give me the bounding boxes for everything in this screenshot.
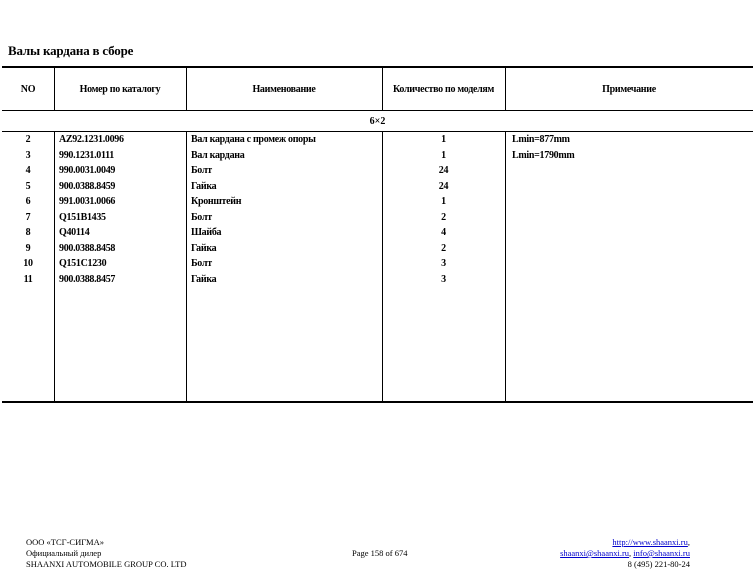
footer-website-line	[560, 537, 690, 548]
header-no: NO	[20, 83, 36, 95]
page-title: Валы кардана в сборе	[8, 43, 134, 58]
cell-qty: 1	[441, 149, 446, 161]
table-row	[2, 272, 753, 288]
cell-catalog: Q40114	[59, 227, 90, 238]
table-row	[2, 194, 753, 210]
cell-name: Болт	[191, 165, 212, 176]
cell-name: Болт	[191, 211, 212, 223]
cell-qty: 3	[441, 273, 446, 285]
cell-qty: 24	[438, 180, 449, 192]
email-link-info[interactable]: info@shaanxi.ru	[633, 548, 690, 558]
cell-no: 8	[25, 227, 31, 238]
cell-name: Кронштейн	[191, 196, 242, 207]
header-catalog: Номер по каталогу	[79, 83, 161, 95]
cell-catalog: 991.0031.0066	[59, 196, 116, 207]
cell-name: Гайка	[191, 273, 217, 285]
cell-no: 7	[25, 211, 31, 223]
table-row	[2, 210, 753, 226]
footer-company-name: ООО «ТСГ-СИГМА»	[26, 537, 104, 547]
cell-name: Болт	[191, 258, 212, 269]
cell-catalog: 900.0388.8459	[59, 180, 116, 192]
table-row	[2, 163, 753, 179]
footer-email-line	[560, 548, 690, 559]
cell-name: Гайка	[191, 242, 217, 254]
cell-catalog: 990.1231.0111	[59, 149, 114, 161]
cell-qty: 3	[441, 258, 446, 269]
table-row	[2, 148, 753, 164]
separator: ,	[629, 548, 634, 558]
cell-no: 9	[25, 242, 31, 254]
cell-note: Lmin=1790mm	[512, 149, 575, 161]
page-number: Page 158 of 674	[352, 548, 408, 558]
cell-catalog: 900.0388.8458	[59, 242, 116, 254]
table-row	[2, 225, 753, 241]
footer-contacts	[560, 537, 690, 570]
cell-no: 4	[25, 165, 31, 176]
col-divider	[382, 68, 383, 110]
cell-catalog: AZ92.1231.0096	[59, 134, 124, 145]
website-link[interactable]: http://www.shaanxi.ru	[612, 537, 688, 547]
footer-phone: 8 (495) 221-80-24	[627, 559, 690, 569]
email-link-shaanxi[interactable]: shaanxi@shaanxi.ru	[560, 548, 630, 558]
parts-table	[2, 66, 753, 403]
cell-name: Вал кардана с промеж опоры	[191, 134, 316, 145]
cell-note: Lmin=877mm	[512, 134, 570, 145]
cell-catalog: 990.0031.0049	[59, 165, 116, 176]
cell-no: 10	[23, 258, 33, 269]
table-row	[2, 132, 753, 148]
cell-qty: 1	[441, 196, 446, 207]
header-note: Примечание	[602, 83, 656, 95]
cell-no: 11	[23, 273, 33, 285]
cell-qty: 2	[441, 211, 446, 223]
cell-qty: 4	[441, 227, 446, 238]
cell-no: 6	[25, 196, 31, 207]
col-divider	[186, 68, 187, 110]
cell-no: 3	[25, 149, 31, 161]
table-row	[2, 256, 753, 272]
table-row	[2, 241, 753, 257]
cell-catalog: Q151B1435	[59, 211, 106, 223]
cell-qty: 2	[441, 242, 446, 254]
cell-name: Вал кардана	[191, 149, 245, 161]
footer-dealer-label: Официальный дилер	[26, 548, 102, 558]
cell-no: 5	[25, 180, 31, 192]
col-divider	[505, 68, 506, 110]
cell-no: 2	[25, 134, 31, 145]
group-label: 6×2	[369, 115, 386, 127]
cell-catalog: Q151C1230	[59, 258, 107, 269]
cell-name: Шайба	[191, 227, 222, 238]
footer-company	[26, 537, 187, 570]
header-qty: Количество по моделям	[392, 83, 495, 95]
separator: ,	[687, 537, 690, 547]
header-name: Наименование	[252, 83, 316, 95]
cell-catalog: 900.0388.8457	[59, 273, 116, 285]
cell-qty: 1	[441, 134, 446, 145]
footer-group-name: SHAANXI AUTOMOBILE GROUP CO. LTD	[26, 559, 187, 569]
cell-name: Гайка	[191, 180, 217, 192]
cell-qty: 24	[438, 165, 449, 176]
table-row	[2, 179, 753, 195]
col-divider	[54, 68, 55, 110]
